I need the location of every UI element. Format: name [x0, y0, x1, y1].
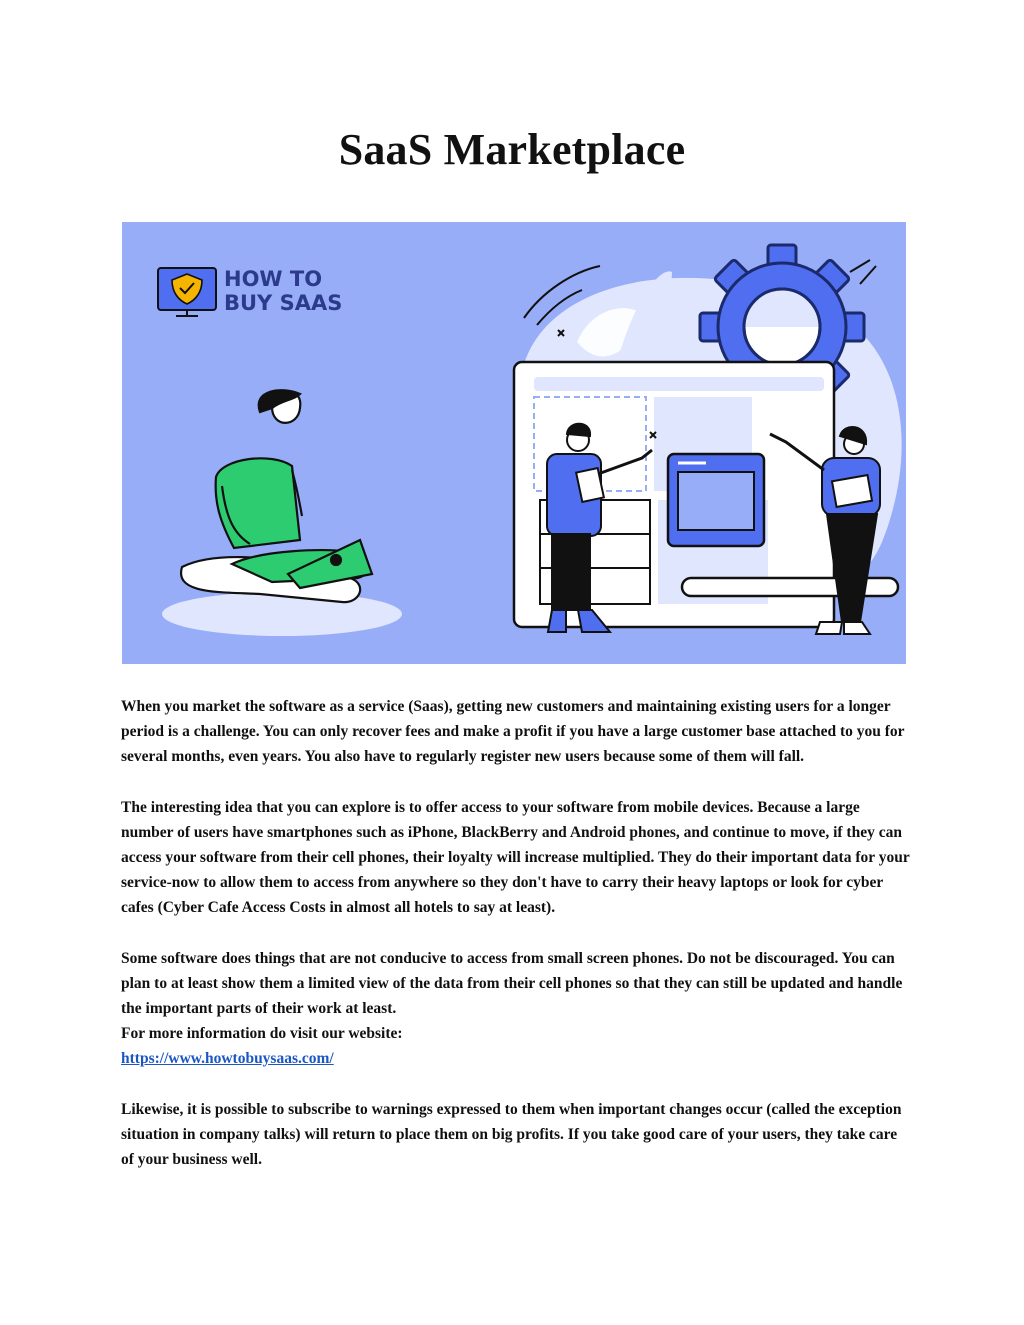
- paragraph-intro: When you market the software as a service (Saas), getting new customers and maintaining existing users for a longer period is a challenge. You can only recover fees and make a profit if you have a large customer base attached to you for several months, even years. You also have to regularly register new users because some of them will fall.: [121, 698, 905, 766]
- hero-illustration: [122, 222, 906, 664]
- article-body: [121, 694, 911, 1172]
- paragraph-warnings: Likewise, it is possible to subscribe to warnings expressed to them when important changes occur (called the exception situation in company talks) will return to place them on big profits. If you take good care of your users, they take care of your business well.: [121, 1100, 902, 1169]
- more-info-text: For more information do visit our website:: [121, 1025, 403, 1043]
- logo-line-1: HOW TO: [224, 267, 323, 291]
- logo-line-2: BUY SAAS: [224, 291, 343, 315]
- page-title: SaaS Marketplace: [338, 125, 686, 174]
- paragraph-mobile-access: The interesting idea that you can explore is to offer access to your software from mobile devices. Because a large number of users have smartphones such as iPhone, BlackBerry and Android phones, and continue to move, if they can access your software from their cell phones, their loyalty will increase multiplied. They do their important data for your service-now to allow them to access from anywhere so they don't have to carry their heavy laptops or look for cyber cafes (Cyber Cafe Access Costs in almost all hotels to say at least).: [121, 798, 910, 917]
- paragraph-small-screen: Some software does things that are not conducive to access from small screen phones. Do not be discouraged. You can plan to at least show them a limited view of the data from their cell phones so that they can still be updated and handle the important parts of their work at least.: [121, 949, 903, 1018]
- logo: [158, 267, 342, 316]
- website-link[interactable]: https://www.howtobuysaas.com/: [121, 1050, 334, 1068]
